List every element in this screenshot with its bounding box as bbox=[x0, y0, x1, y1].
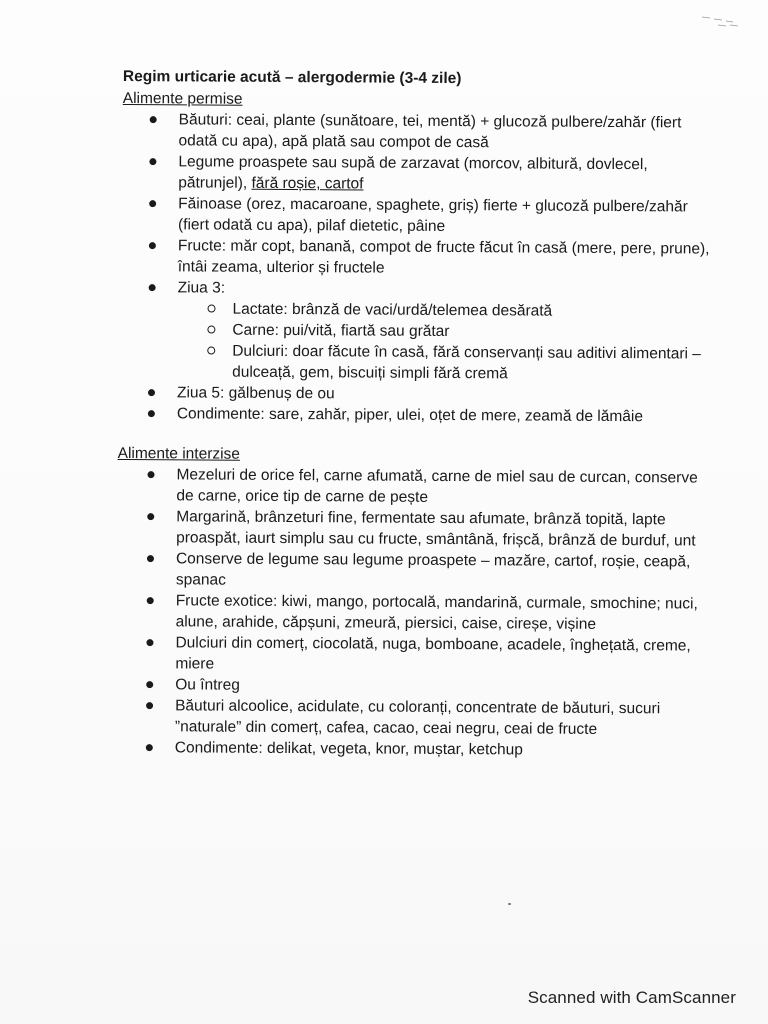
scan-corner-mark-icon bbox=[700, 14, 740, 28]
list-item: Margarină, brânzeturi fine, fermentate sau afumate, brânză topită, lapte proaspăt, iaurt simplu sau cu fructe, smântână, frișcă, brânză de burduf, unt bbox=[120, 506, 710, 552]
list-item: Ou întreg bbox=[119, 674, 709, 699]
forbidden-foods-list bbox=[119, 464, 711, 762]
list-item: Legume proaspete sau supă de zarzavat (morcov, albitură, dovlecel, pătrunjel), fără roșie, cartof bbox=[122, 151, 712, 197]
sub-list-item: Lactate: brânză de vaci/urdă/telemea desărată bbox=[177, 298, 711, 322]
day-3-sublist bbox=[177, 298, 712, 385]
sub-list-item: Carne: pui/vită, fiartă sau grătar bbox=[177, 319, 711, 343]
list-item: Condimente: delikat, vegeta, knor, muștar, ketchup bbox=[119, 737, 709, 762]
list-item: Ziua 3: Lactate: brânză de vaci/urdă/telemea desărată Carne: pui/vită, fiartă sau grătar Dulciuri: doar făcute în casă, fără conservanți sau aditivi alimentari – dulceață, gem, biscuiți simpli fără cremă bbox=[121, 277, 712, 386]
list-item: Băuturi alcoolice, acidulate, cu coloranți, concentrate de băuturi, sucuri ”naturale” din comerț, cafea, cacao, ceai negru, ceai de fructe bbox=[119, 695, 709, 741]
list-item: Băuturi: ceai, plante (sunătoare, tei, mentă) + glucoză pulbere/zahăr (fiert odată cu apa), apă plată sau compot de casă bbox=[122, 109, 712, 155]
allowed-foods-heading: Alimente permise bbox=[122, 89, 243, 108]
forbidden-foods-heading: Alimente interzise bbox=[117, 444, 241, 463]
underlined-note: fără roșie, cartof bbox=[251, 174, 364, 193]
list-item: Conserve de legume sau legume proaspete – mazăre, cartof, roșie, ceapă, spanac bbox=[120, 548, 710, 594]
sub-list-item: Dulciuri: doar făcute în casă, fără conservanți sau aditivi alimentari – dulceață, gem, biscuiți simpli fără cremă bbox=[177, 340, 711, 385]
list-item: Fructe exotice: kiwi, mango, portocală, mandarină, curmale, smochine; nuci, alune, arahide, căpșuni, zmeură, piersici, caise, cireșe, vișine bbox=[120, 590, 710, 636]
list-item: Condimente: sare, zahăr, piper, ulei, oțet de mere, zeamă de lămâie bbox=[121, 403, 711, 428]
scan-speck bbox=[508, 903, 511, 905]
list-item: Mezeluri de orice fel, carne afumată, carne de miel sau de curcan, conserve de carne, orice tip de carne de pește bbox=[120, 464, 710, 510]
document-title: Regim urticarie acută – alergodermie (3-4 zile) bbox=[122, 67, 462, 88]
allowed-foods-list bbox=[121, 109, 713, 428]
list-item: Dulciuri din comerț, ciocolată, nuga, bomboane, acadele, înghețată, creme, miere bbox=[119, 632, 709, 678]
document-body bbox=[119, 66, 713, 762]
scanner-watermark: Scanned with CamScanner bbox=[527, 988, 736, 1007]
list-item: Fructe: măr copt, banană, compot de fructe făcut în casă (mere, pere, prune), întâi zeama, ulterior și fructele bbox=[122, 235, 712, 281]
list-item: Ziua 5: gălbenuș de ou bbox=[121, 382, 711, 407]
list-item: Făinoase (orez, macaroane, spaghete, griș) fierte + glucoză pulbere/zahăr (fiert odată cu apa), pilaf dietetic, pâine bbox=[122, 193, 712, 239]
